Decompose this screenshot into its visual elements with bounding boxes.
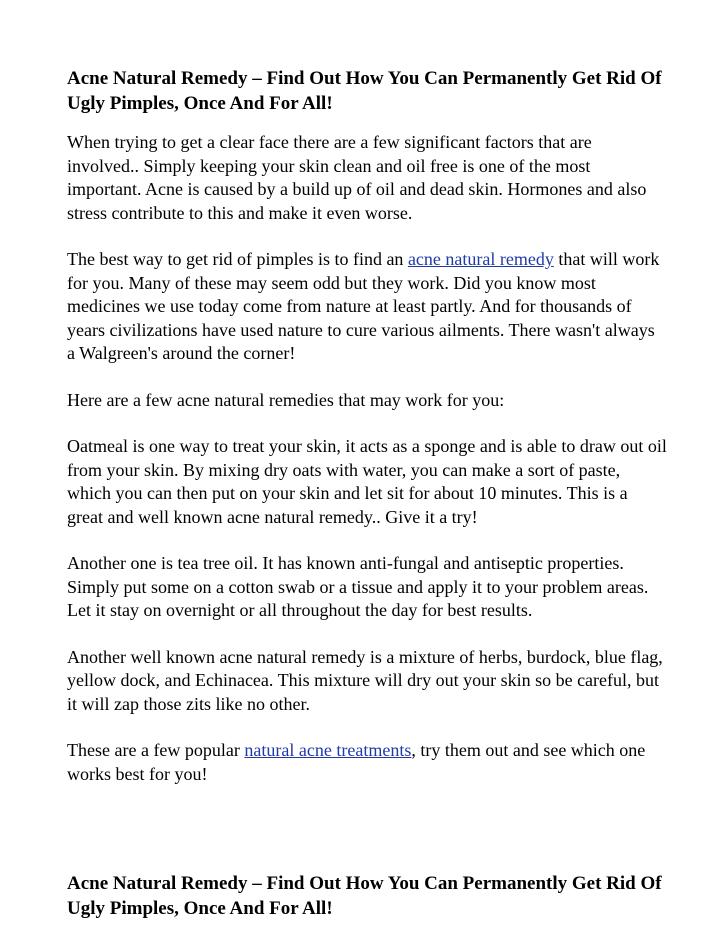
paragraph-intro: When trying to get a clear face there are a few significant factors that are involved.. Simply keeping your skin clean and oil free is one of the most important. Acne is caused by a build up of oil and dead skin. Hormones and also stress contribute to this and make it even worse. (67, 132, 647, 223)
paragraph-tea-tree-oil: Another one is tea tree oil. It has known anti-fungal and antiseptic properties. Simply put some on a cotton swab or a tissue and apply it to your problem areas. Let it stay on overnight or all throughout the day for best results. (67, 553, 649, 620)
paragraph-text: , try them out and see which one works best for you! (67, 740, 646, 784)
paragraph-remedies-intro: Here are a few acne natural remedies that may work for you: (67, 389, 505, 410)
paragraph-herbs: Another well known acne natural remedy is a mixture of herbs, burdock, blue flag, yellow dock, and Echinacea. This mixture will dry out your skin so be careful, but it will zap those zits like no other. (67, 646, 663, 714)
paragraph-text: These are a few popular (67, 740, 245, 760)
document-page (67, 66, 667, 921)
paragraph-text: that will work for you. Many of these may seem odd but they work. Did you know most medicines we use today come from nature at least partly. And for thousands of years civilizations have used nature to cure various ailments. There wasn't always a Walgreen's around the corner! (67, 249, 660, 363)
acne-natural-remedy-link[interactable]: acne natural remedy (407, 249, 554, 269)
paragraph-oatmeal: Oatmeal is one way to treat your skin, it acts as a sponge and is able to draw out oil from your skin. By mixing dry oats with water, you can make a sort of paste, which you can then put on your skin and let sit for about 10 minutes. This is a great and well known acne natural remedy.. Give it a try! (67, 436, 667, 527)
article-title-repeat: Acne Natural Remedy – Find Out How You Can Permanently Get Rid Of Ugly Pimples, Once And For All! (67, 873, 662, 919)
paragraph-best-way (67, 248, 667, 366)
paragraph-text: The best way to get rid of pimples is to find an (67, 249, 408, 269)
article-title: Acne Natural Remedy – Find Out How You Can Permanently Get Rid Of Ugly Pimples, Once And For All! (67, 68, 662, 114)
natural-acne-treatments-link[interactable]: natural acne treatments (244, 740, 412, 760)
paragraph-conclusion (67, 739, 667, 786)
